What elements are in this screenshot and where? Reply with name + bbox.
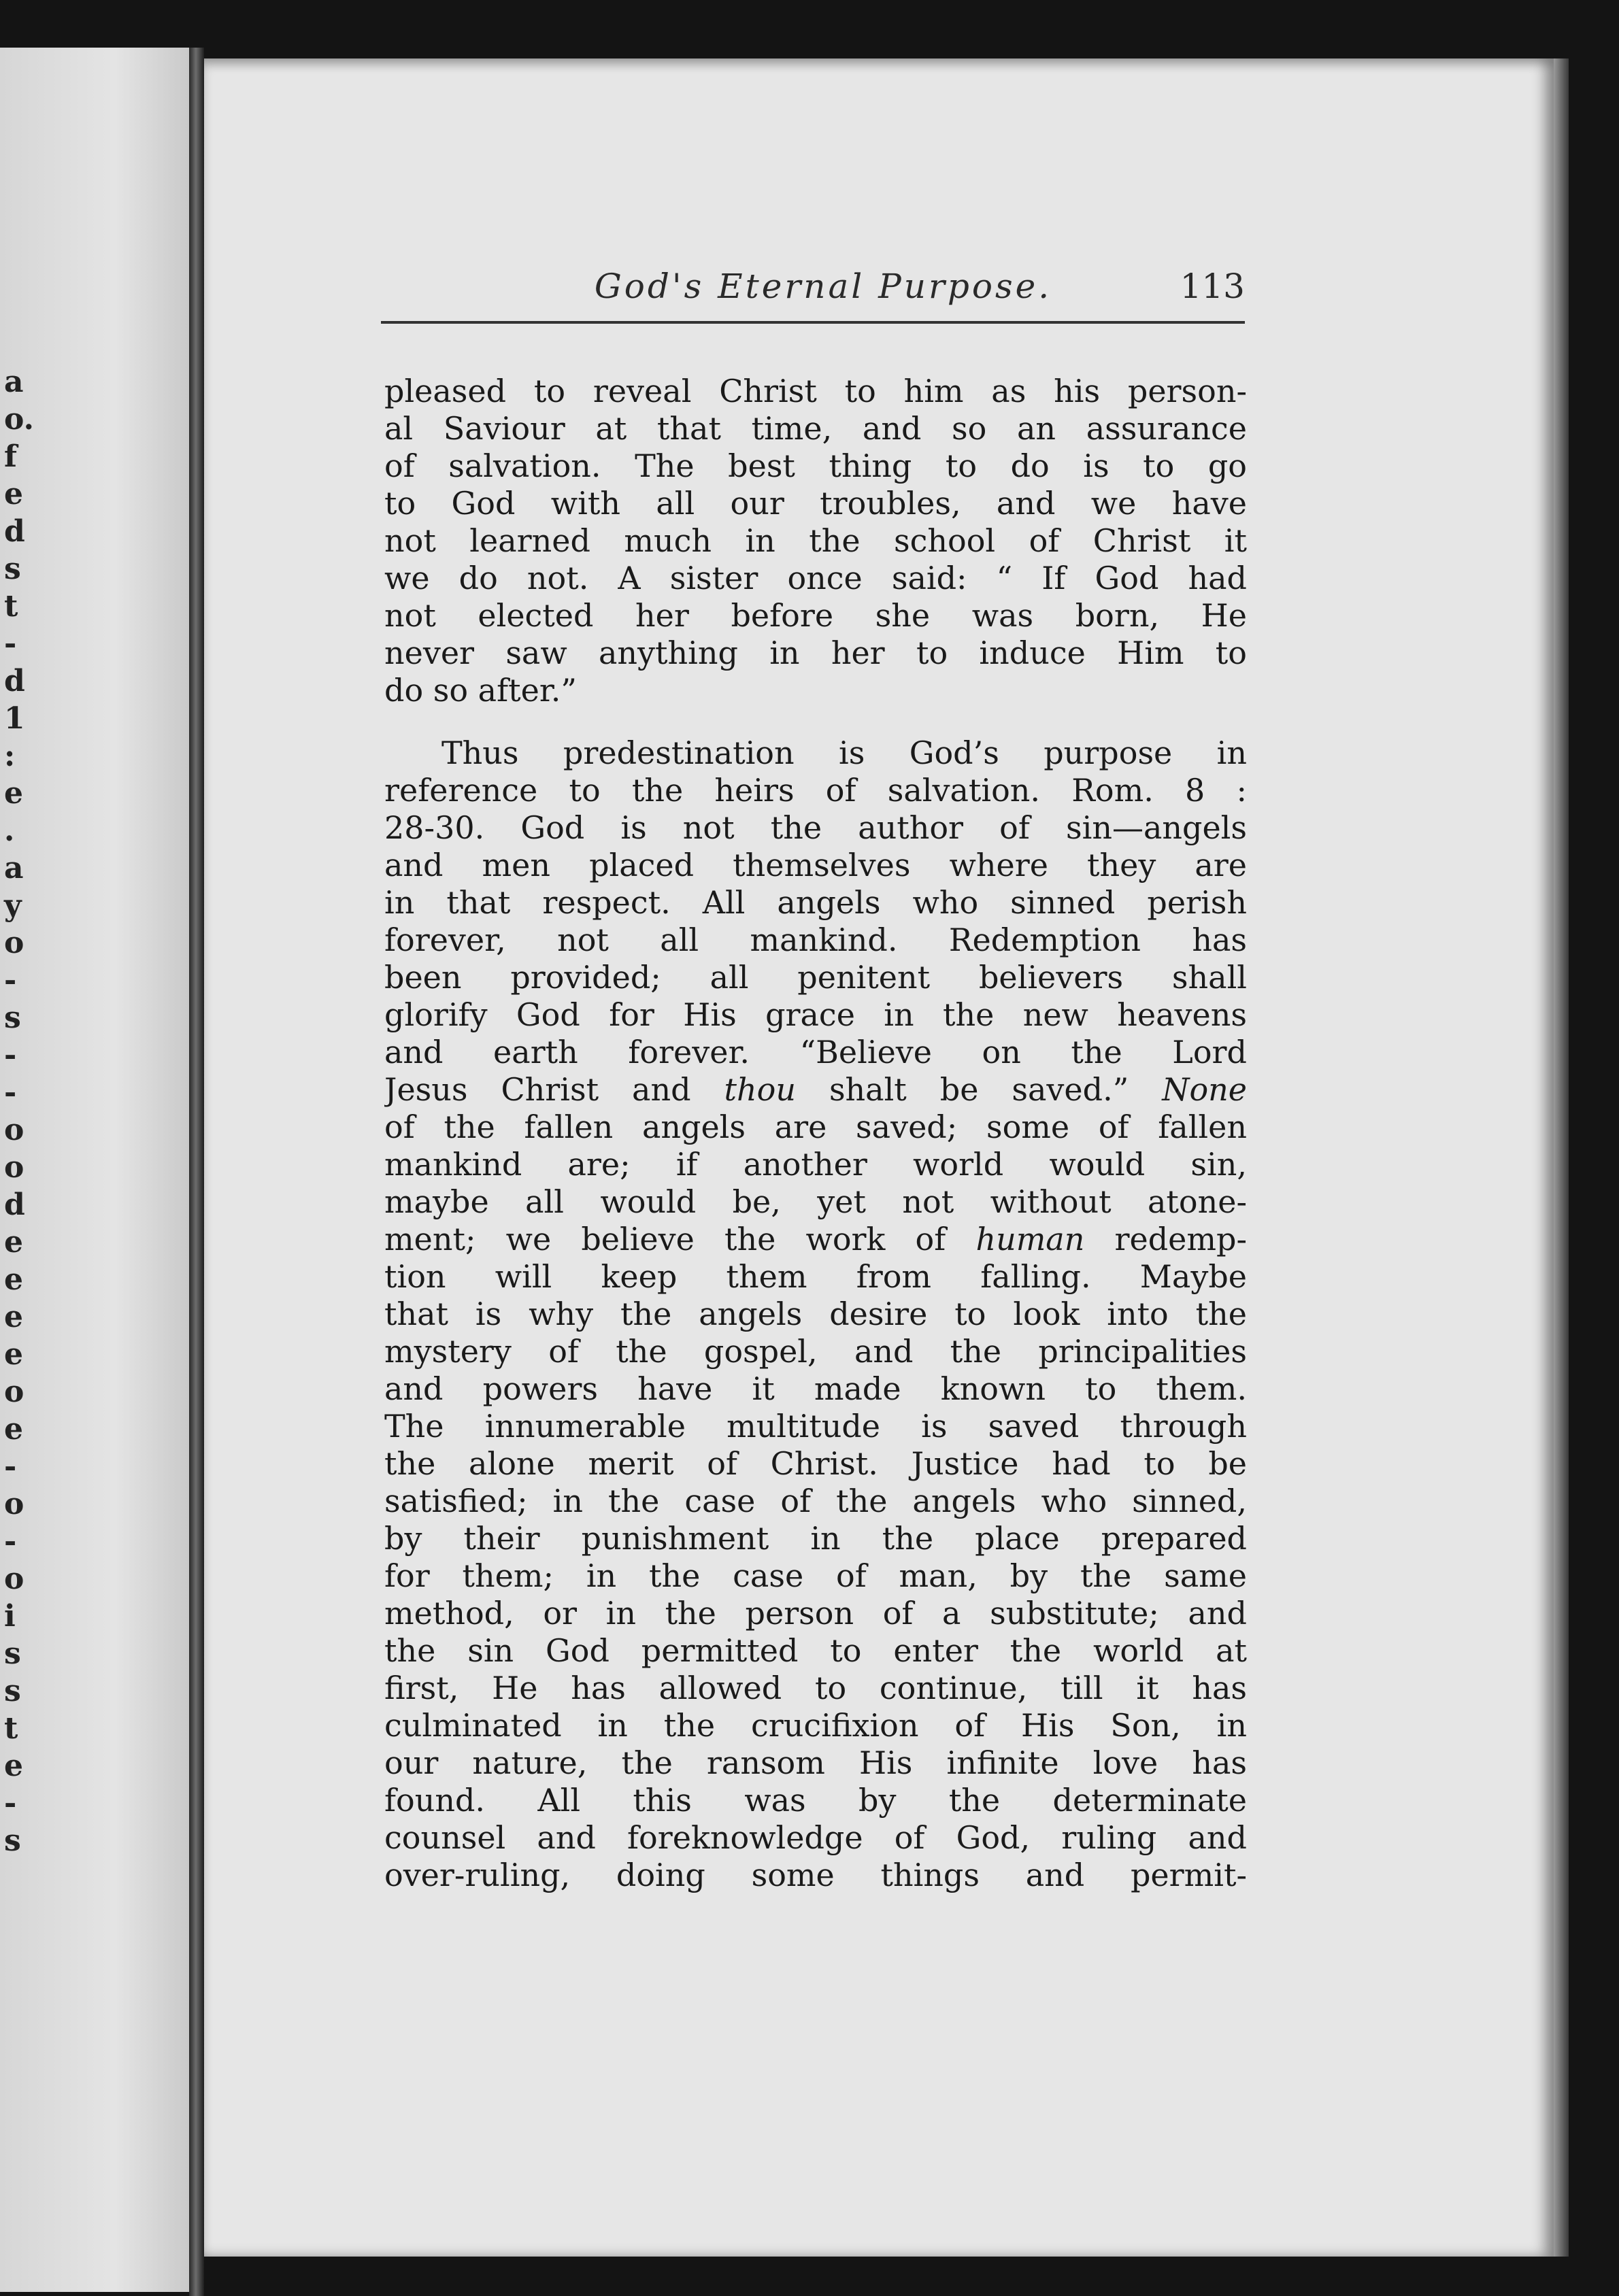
- text-line: found. All this was by the determinate: [384, 1782, 1247, 1819]
- text-line: over-ruling, doing some things and permit-: [384, 1857, 1247, 1893]
- text-line: and earth forever. “Believe on the Lord: [384, 1034, 1247, 1070]
- facing-page-fragment: -: [4, 1449, 17, 1484]
- text-line: satisfied; in the case of the angels who sinned,: [384, 1483, 1247, 1519]
- text-line: tion will keep them from falling. Maybe: [384, 1258, 1247, 1295]
- page-number: 113: [1180, 267, 1245, 306]
- facing-page-fragment: a: [4, 365, 24, 399]
- text-line: reference to the heirs of salvation. Rom. 8 :: [384, 772, 1247, 809]
- paragraph-2: [384, 735, 1247, 1894]
- text-segment: redemp-: [1084, 1221, 1247, 1257]
- text-line: pleased to reveal Christ to him as his person-: [384, 373, 1247, 409]
- text-line: maybe all would be, yet not without atone-: [384, 1183, 1247, 1220]
- text-line: Thus predestination is God’s purpose in: [441, 735, 1247, 771]
- facing-page-fragment: o: [4, 1561, 24, 1596]
- facing-page-fragment: d: [4, 664, 25, 698]
- text-line: the sin God permitted to enter the world at: [384, 1632, 1247, 1669]
- text-line: culminated in the crucifixion of His Son, in: [384, 1707, 1247, 1744]
- facing-page-fragment: a: [4, 851, 24, 885]
- facing-page-fragment: e: [4, 1337, 23, 1372]
- facing-page-fragment: d: [4, 514, 25, 549]
- facing-page-fragment: .: [4, 813, 15, 848]
- facing-page-fragment: y: [4, 888, 22, 923]
- text-line: in that respect. All angels who sinned perish: [384, 884, 1247, 921]
- facing-page-fragment: -: [4, 963, 17, 998]
- facing-page-fragment: -: [4, 1786, 17, 1821]
- facing-page-fragment: s: [4, 1000, 21, 1035]
- text-line: by their punishment in the place prepared: [384, 1520, 1247, 1557]
- text-line: that is why the angels desire to look into the: [384, 1296, 1247, 1332]
- text-segment: ment; we believe the work of: [384, 1221, 976, 1257]
- facing-page-fragment: t: [4, 1711, 18, 1746]
- italic-word: thou: [724, 1071, 796, 1108]
- facing-page-fragment: e: [4, 1225, 23, 1260]
- facing-page-fragment: o: [4, 1150, 24, 1185]
- text-line: to God with all our troubles, and we have: [384, 485, 1247, 522]
- facing-page-fragment: t: [4, 589, 18, 624]
- facing-page-fragment: e: [4, 1412, 23, 1447]
- text-line: forever, not all mankind. Redemption has: [384, 922, 1247, 958]
- text-line: mystery of the gospel, and the principalities: [384, 1333, 1247, 1370]
- facing-page-fragment: s: [4, 1674, 21, 1708]
- facing-page-fragment: e: [4, 1262, 23, 1297]
- facing-page-fragment: e: [4, 1749, 23, 1783]
- facing-page-fragment: d: [4, 1187, 25, 1222]
- facing-page-fragment: e: [4, 1300, 23, 1334]
- facing-page-fragment: 1: [4, 701, 25, 736]
- text-line: counsel and foreknowledge of God, ruling and: [384, 1819, 1247, 1856]
- facing-page-fragment: s: [4, 1636, 21, 1671]
- text-line: not elected her before she was born, He: [384, 597, 1247, 634]
- facing-page-fragment: o: [4, 926, 24, 960]
- facing-page-fragment: -: [4, 1524, 17, 1559]
- text-line: mankind are; if another world would sin,: [384, 1146, 1247, 1183]
- facing-page-fragment: -: [4, 1038, 17, 1073]
- page-edge: [1554, 58, 1569, 2257]
- text-line-with-italics: [384, 1221, 1247, 1258]
- running-head-title: God's Eternal Purpose.: [594, 267, 1052, 306]
- facing-page-fragment: i: [4, 1599, 16, 1634]
- text-line: been provided; all penitent believers shall: [384, 959, 1247, 996]
- text-line: of salvation. The best thing to do is to go: [384, 448, 1247, 484]
- text-line: first, He has allowed to continue, till it has: [384, 1670, 1247, 1706]
- text-line: never saw anything in her to induce Him to: [384, 635, 1247, 671]
- text-line: al Saviour at that time, and so an assurance: [384, 410, 1247, 447]
- text-line: and powers have it made known to them.: [384, 1370, 1247, 1407]
- facing-page-fragment: -: [4, 1075, 17, 1110]
- facing-page-fragment: e: [4, 776, 23, 811]
- text-line: we do not. A sister once said: “ If God had: [384, 560, 1247, 596]
- italic-word: human: [975, 1221, 1085, 1257]
- text-line: The innumerable multitude is saved through: [384, 1408, 1247, 1445]
- text-line: method, or in the person of a substitute; and: [384, 1595, 1247, 1632]
- text-line: not learned much in the school of Christ it: [384, 522, 1247, 559]
- italic-word: None: [1162, 1071, 1247, 1108]
- facing-page-fragment: -: [4, 626, 17, 661]
- text-segment: Jesus Christ and: [384, 1071, 724, 1108]
- book-gutter: [189, 48, 204, 2296]
- text-line: of the fallen angels are saved; some of fallen: [384, 1109, 1247, 1145]
- facing-page-fragment: o.: [4, 402, 34, 437]
- facing-page-fragment: o: [4, 1374, 24, 1409]
- text-line: for them; in the case of man, by the same: [384, 1557, 1247, 1594]
- text-line: do so after.”: [384, 672, 577, 709]
- text-segment: shalt be saved.”: [795, 1071, 1163, 1108]
- text-line: and men placed themselves where they are: [384, 847, 1247, 883]
- text-line: the alone merit of Christ. Justice had to be: [384, 1445, 1247, 1482]
- facing-page-fragment: f: [4, 439, 17, 474]
- running-head: [381, 267, 1245, 324]
- text-line-with-italics: [384, 1071, 1247, 1109]
- facing-page-fragment: s: [4, 552, 21, 586]
- facing-page-fragment: :: [4, 739, 16, 773]
- facing-page-fragment: s: [4, 1823, 21, 1858]
- facing-page-fragment: o: [4, 1113, 24, 1147]
- text-line: 28-30. God is not the author of sin—angels: [384, 809, 1247, 846]
- text-line: our nature, the ransom His infinite love has: [384, 1744, 1247, 1781]
- text-line: glorify God for His grace in the new heavens: [384, 996, 1247, 1033]
- facing-page-fragment: e: [4, 477, 23, 511]
- facing-page-fragment: o: [4, 1487, 24, 1521]
- paragraph-1: [384, 373, 1247, 709]
